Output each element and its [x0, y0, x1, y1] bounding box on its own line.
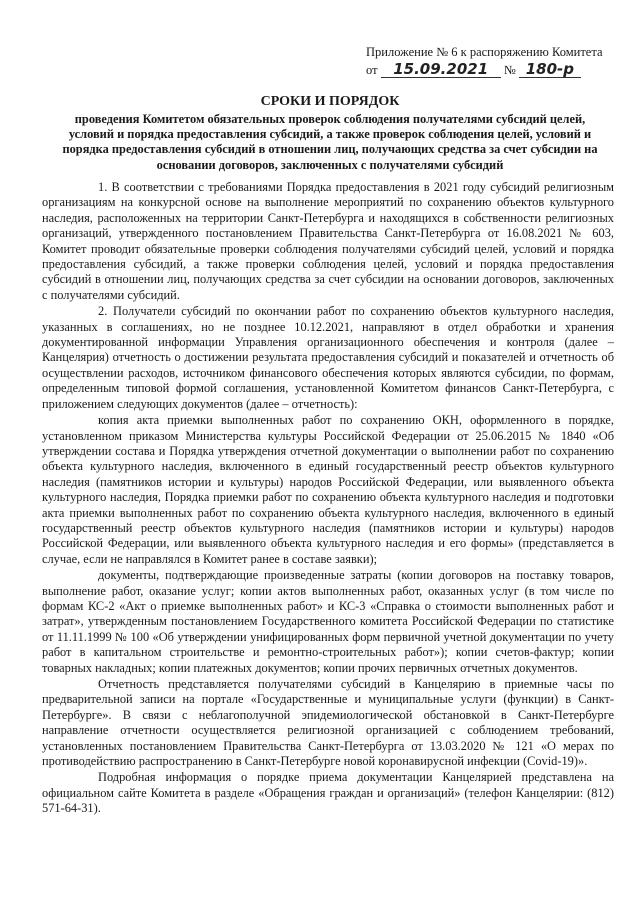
handwritten-date: 15.09.2021 — [381, 61, 501, 78]
from-label: от — [366, 63, 378, 77]
document-body — [42, 180, 614, 818]
paragraph: документы, подтверждающие произведенные затраты (копии договоров на поставку товаров, выполнение работ, оказание услуг; копии актов выполненных работ, оказанных услуг (в том числе по формам КС-2 «Акт о приемке выполненных работ» и КС-3 «Справка о стоимости выполненных работ и затрат», утвержденным постановлением Государственного комитета Российской Федерации по статистике от 11.11.1999 № 100 «Об утверждении унифицированных форм первичной учетной документации по учету работ в капитальном строительстве и ремонтно-строительных работ»); копии счетов-фактур; копии товарных накладных; копии платежных документов; копии прочих первичных отчетных документов. — [42, 568, 614, 675]
handwritten-number: 180-р — [519, 61, 581, 78]
annex-date-line — [366, 61, 616, 79]
number-label: № — [503, 63, 516, 77]
document-heading — [60, 93, 600, 173]
paragraph: 2. Получатели субсидий по окончании работ по сохранению объектов культурного наследия, указанных в соглашениях, но не позднее 10.12.2021, направляют в отдел обработки и хранения документированной информации Управления организационного обеспечения и контроля (далее – Канцелярия) отчетность о достижении результата предоставления субсидий и показателей и отчетность об осуществлении расходов, источником финансового обеспечения которых являются субсидии, по формам, определенным типовой формой соглашения, установленной Комитетом финансов Санкт-Петербурга, с приложением следующих документов (далее – отчетность): — [42, 304, 614, 411]
annex-title: Приложение № 6 к распоряжению Комитета — [366, 45, 603, 59]
paragraph: Отчетность представляется получателями субсидий в Канцелярию в приемные часы по предварительной записи на портале «Государственные и муниципальные услуги (функции) в Санкт-Петербурге». В связи с неблагополучной эпидемиологической обстановкой в Санкт-Петербурге направление отчетности осуществляется религиозной организацией с соблюдением требований, установленных постановлением Правительства Санкт-Петербурга от 13.03.2020 № 121 «О мерах по противодействию распространению в Санкт-Петербурге новой коронавирусной инфекции (Covid-19)». — [42, 677, 614, 769]
paragraph: копия акта приемки выполненных работ по сохранению ОКН, оформленного в порядке, установленном приказом Министерства культуры Российской Федерации от 25.06.2015 № 1840 «Об утверждении состава и Порядка утверждения отчетной документации о выполнении работ по сохранению объекта культурного наследия, включенного в единый государственный реестр объектов культурного наследия (памятников истории и культуры) народов Российской Федерации, или выявленного объекта культурного наследия, Порядка приемки работ по сохранению объекта культурного наследия и подготовки акта приемки выполненных работ по сохранению объекта культурного наследия, включенного в единый государственный реестр объектов культурного наследия (памятников истории и культуры) народов Российской Федерации, или выявленного объекта культурного наследия и его формы» (представляется в случае, если не направлялся в Комитет ранее в составе заявки); — [42, 413, 614, 566]
heading-main: СРОКИ И ПОРЯДОК — [260, 94, 400, 109]
paragraph: Подробная информация о порядке приема документации Канцелярией представлена на официальном сайте Комитета в разделе «Обращения граждан и организаций» (телефон Канцелярии: (812) 571-64-31). — [42, 770, 614, 816]
annex-reference — [366, 44, 616, 79]
heading-subtitle: проведения Комитетом обязательных проверок соблюдения получателями субсидий целей, условий и порядка предоставления субсидий, а также проверок соблюдения целей, условий и порядка предоставления субсидий в отношении лиц, получающих средства за счет субсидии на основании договоров, заключенных с получателями субсидий — [62, 112, 598, 172]
paragraph: 1. В соответствии с требованиями Порядка предоставления в 2021 году субсидий религиозным организациям на конкурсной основе на выполнение мероприятий по сохранению объектов культурного наследия, расположенных на территории Санкт-Петербурга и находящихся в собственности религиозных организаций, утвержденного постановлением Правительства Санкт-Петербурга от 16.08.2021 № 603, Комитет проводит обязательные проверки соблюдения получателями субсидий целей, условий и порядка предоставления субсидий, а также проверки соблюдения целей, условий и порядка предоставления субсидий в отношении лиц, получающих средства за счет субсидии на основании договоров, заключенных с получателями субсидий. — [42, 180, 614, 302]
